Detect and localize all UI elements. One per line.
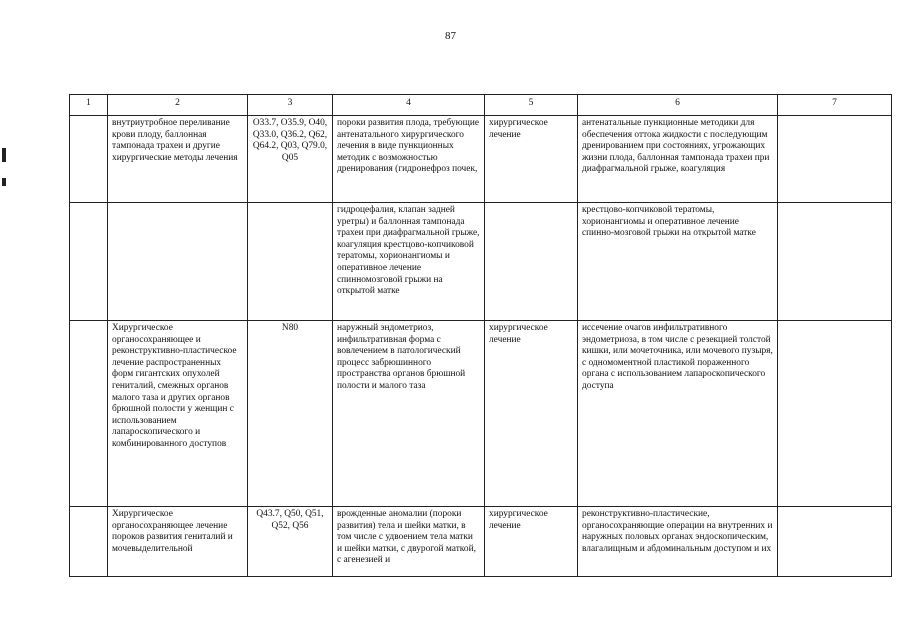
table-row	[70, 507, 892, 577]
treatment-method-cell: антенатальные пункционные методики для обеспечения оттока жидкости с последующим дренированием при состояниях, угрожающих жизни плода, баллонная тампонада трахеи при диафрагмальной грыже, коагуляция	[578, 116, 778, 203]
treatment-method-cell: реконструктивно-пластические, органосохраняющие операции на внутренних и наружных половых органах эндоскопическим, влагалищным и абдоминальным доступом и их	[578, 507, 778, 577]
header-col-3: 3	[248, 95, 333, 116]
header-col-5: 5	[485, 95, 578, 116]
header-col-1: 1	[70, 95, 108, 116]
header-col-7: 7	[778, 95, 892, 116]
method-group-cell	[108, 203, 248, 321]
icd-code-cell: O33.7, O35.9, O40, Q33.0, Q36.2, Q62, Q64.2, Q03, Q79.0, Q05	[248, 116, 333, 203]
method-group-cell: Хирургическое органосохраняющее и реконструктивно-пластическое лечение распространенных форм гигантских опухолей гениталий, смежных органов малого таза и других органов брюшной полости у женщин с использованием лапароскопического и комбинированного доступов	[108, 321, 248, 507]
treatment-type-cell: хирургическое лечение	[485, 116, 578, 203]
patient-model-cell: гидроцефалия, клапан задней уретры) и баллонная тампонада трахеи при диафрагмальной грыже, коагуляция крестцово-копчиковой тератомы, хорионангиомы и оперативное лечение спинномозговой грыжи на открытой матке	[333, 203, 485, 321]
cost-cell	[778, 203, 892, 321]
table-header-row	[70, 95, 892, 116]
icd-code-cell	[248, 203, 333, 321]
table-row	[70, 321, 892, 507]
row-number-cell	[70, 116, 108, 203]
row-number-cell	[70, 203, 108, 321]
treatment-method-cell: крестцово-копчиковой тератомы, хорионангиомы и оперативное лечение спинно-мозговой грыжи на открытой матке	[578, 203, 778, 321]
row-number-cell	[70, 507, 108, 577]
patient-model-cell: врожденные аномалии (пороки развития) тела и шейки матки, в том числе с удвоением тела матки и шейки матки, с двурогой маткой, с агенезией и	[333, 507, 485, 577]
icd-code-cell: Q43.7, Q50, Q51, Q52, Q56	[248, 507, 333, 577]
page-number: 87	[445, 30, 456, 42]
header-col-6: 6	[578, 95, 778, 116]
header-col-4: 4	[333, 95, 485, 116]
scan-edge-mark	[2, 148, 6, 162]
scan-edge-mark	[2, 178, 6, 186]
cost-cell	[778, 507, 892, 577]
medical-care-table	[69, 94, 892, 577]
header-col-2: 2	[108, 95, 248, 116]
cost-cell	[778, 116, 892, 203]
cost-cell	[778, 321, 892, 507]
patient-model-cell: пороки развития плода, требующие антенатального хирургического лечения в виде пункционных методик с возможностью дренирования (гидронефроз почек,	[333, 116, 485, 203]
table-row	[70, 116, 892, 203]
patient-model-cell: наружный эндометриоз, инфильтративная форма с вовлечением в патологический процесс забрюшинного пространства органов брюшной полости и малого таза	[333, 321, 485, 507]
row-number-cell	[70, 321, 108, 507]
treatment-type-cell: хирургическое лечение	[485, 507, 578, 577]
method-group-cell: внутриутробное переливание крови плоду, баллонная тампонада трахеи и другие хирургические методы лечения	[108, 116, 248, 203]
treatment-method-cell: иссечение очагов инфильтративного эндометриоза, в том числе с резекцией толстой кишки, или мочеточника, или мочевого пузыря, с одномоментной пластикой пораженного органа с использованием лапароскопического доступа	[578, 321, 778, 507]
treatment-type-cell: хирургическое лечение	[485, 321, 578, 507]
treatment-type-cell	[485, 203, 578, 321]
table-row	[70, 203, 892, 321]
method-group-cell: Хирургическое органосохраняющее лечение пороков развития гениталий и мочевыделительной	[108, 507, 248, 577]
icd-code-cell: N80	[248, 321, 333, 507]
